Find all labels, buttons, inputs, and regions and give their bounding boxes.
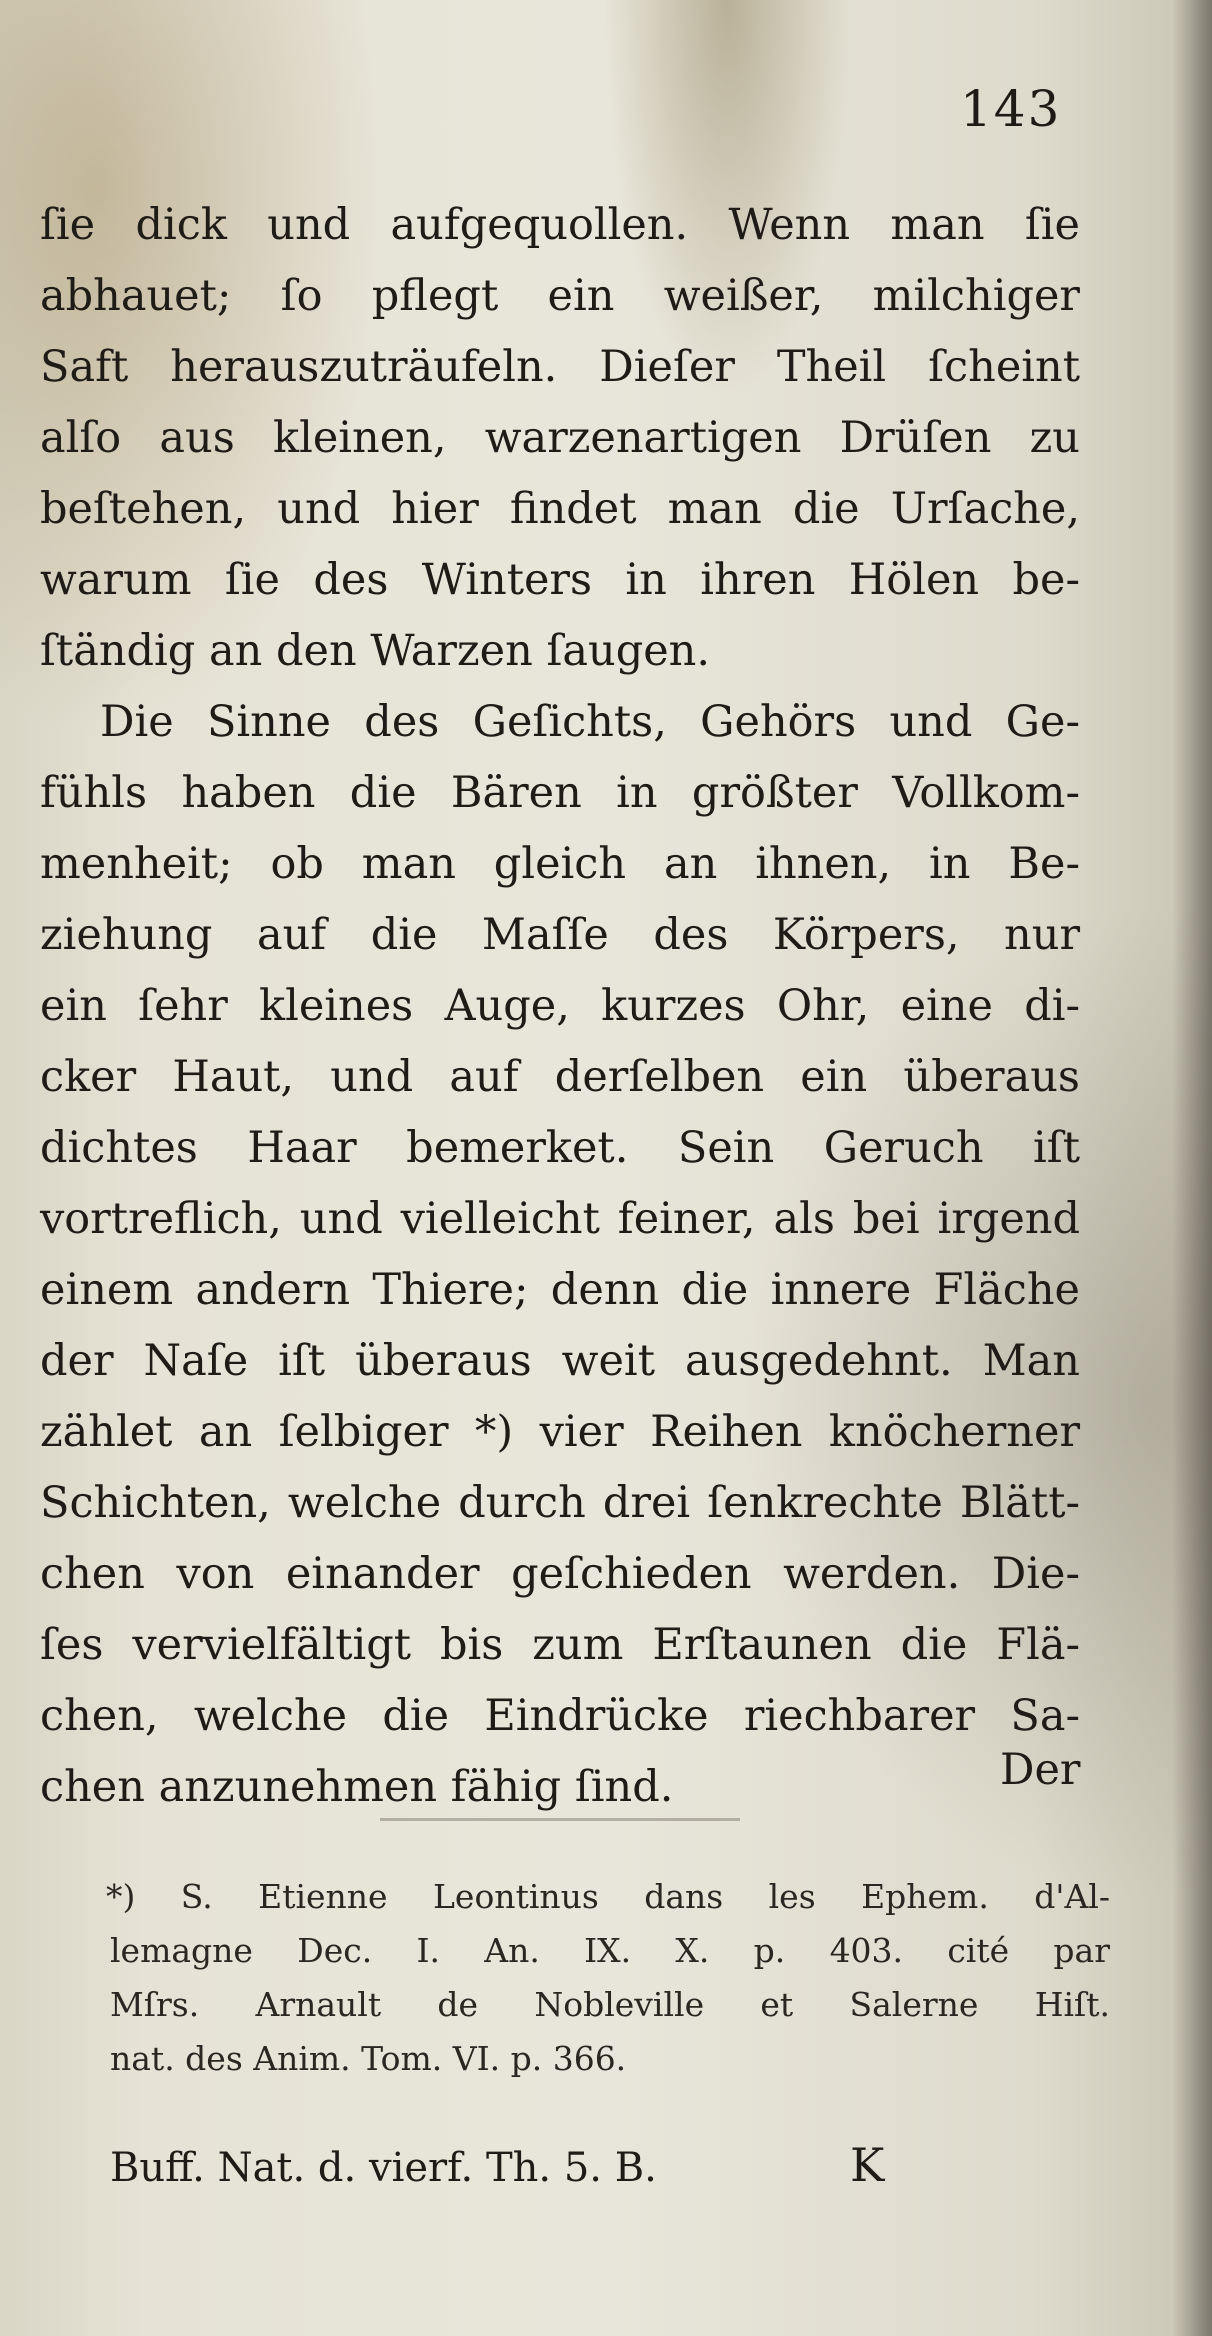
footnote-line: nat. des Anim. Tom. VI. p. 366. [110,2039,627,2078]
footnote-line: *) S. Etienne Leontinus dans les Ephem. d'Al- [106,1877,1110,1916]
text-line: chen, welche die Eindrücke riechbarer Sa- [40,1691,1080,1741]
text-line: Saft herauszuträufeln. Dieſer Theil ſcheint [40,342,1080,392]
footnote-divider [380,1818,740,1821]
text-line: vortreflich, und vielleicht feiner, als bei irgend [40,1194,1080,1244]
text-line: ſes vervielfältigt bis zum Erſtaunen die Flä- [40,1620,1080,1670]
text-line: ſtändig an den Warzen ſaugen. [40,626,711,676]
text-line: Die Sinne des Geſichts, Gehörs und Ge- [100,697,1080,747]
text-line: der Naſe iſt überaus weit ausgedehnt. Man [40,1336,1080,1386]
text-line: dichtes Haar bemerket. Sein Geruch iſt [40,1123,1080,1173]
text-line: abhauet; ſo pflegt ein weißer, milchiger [40,271,1080,321]
footnote-line: lemagne Dec. I. An. IX. X. p. 403. cité par [110,1931,1110,1970]
footnote-line: Mſrs. Arnault de Nobleville et Salerne Hiſt. [110,1985,1110,2024]
text-line: zählet an ſelbiger *) vier Reihen knöcherner [40,1407,1080,1457]
text-line: chen anzunehmen fähig ſind. [40,1762,674,1812]
text-line: fühls haben die Bären in größter Vollkom- [40,768,1080,818]
text-line: ſie dick und aufgequollen. Wenn man ſie [40,200,1080,250]
page-edge-shadow [1172,0,1212,2336]
text-line: alſo aus kleinen, warzenartigen Drüſen zu [40,413,1080,463]
body-text [40,190,1080,1823]
page-number: 143 [960,80,1062,138]
text-line: chen von einander geſchieden werden. Die- [40,1549,1080,1599]
text-line: menheit; ob man gleich an ihnen, in Be- [40,839,1080,889]
signature-mark: K [850,2138,885,2192]
text-line: ein ſehr kleines Auge, kurzes Ohr, eine di- [40,981,1080,1031]
text-line: einem andern Thiere; denn die innere Fläche [40,1265,1080,1315]
text-line: warum ſie des Winters in ihren Hölen be- [40,555,1080,605]
text-line: ziehung auf die Maſſe des Körpers, nur [40,910,1080,960]
footnote [106,1870,1110,2086]
catchword: Der [1000,1745,1081,1795]
text-line: beſtehen, und hier findet man die Urſache, [40,484,1080,534]
text-line: cker Haut, und auf derſelben ein überaus [40,1052,1080,1102]
signature-line: Buff. Nat. d. vierf. Th. 5. B. [110,2145,657,2191]
text-line: Schichten, welche durch drei ſenkrechte Blätt- [40,1478,1080,1528]
